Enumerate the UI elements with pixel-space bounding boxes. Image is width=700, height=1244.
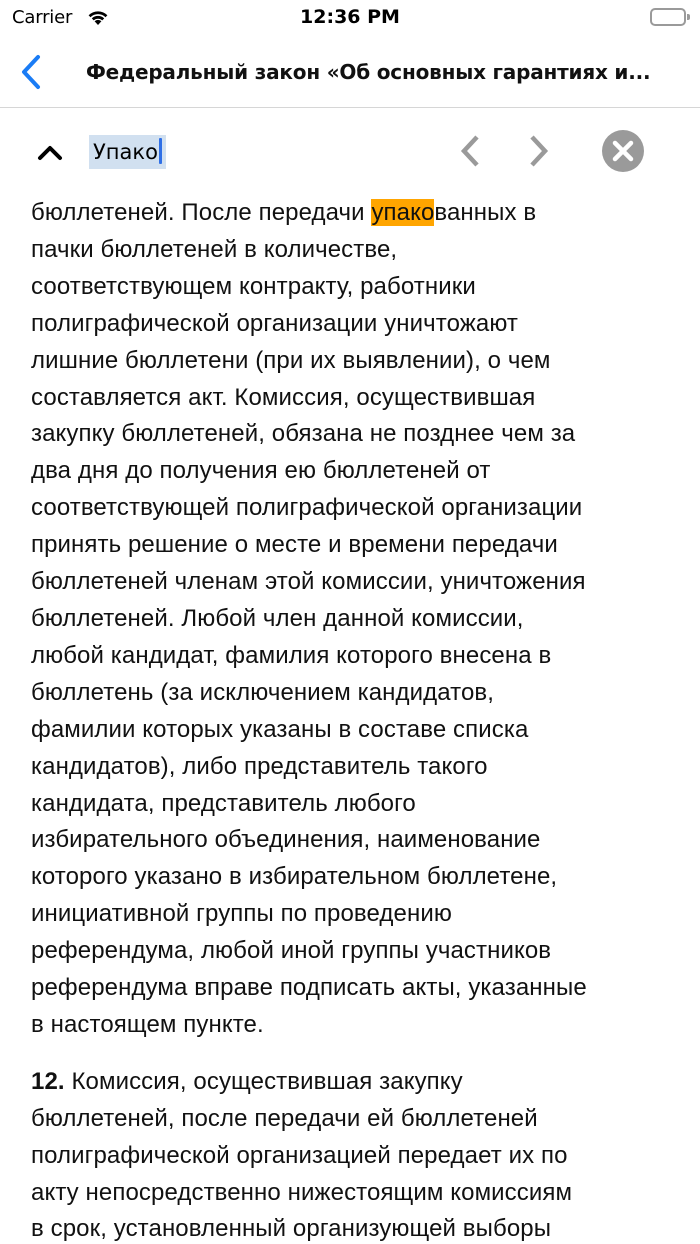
text-line: полиграфической организацией передает их по [31, 1141, 568, 1169]
text-line: составляется акт. Комиссия, осуществившая [31, 383, 536, 411]
clock: 12:36 PM [300, 6, 400, 28]
text-line: любой кандидат, фамилия которого внесена в [31, 641, 552, 669]
text-line: бюллетеней, после передачи ей бюллетеней [31, 1104, 538, 1132]
search-query: Упако [93, 140, 158, 164]
text-line: полиграфической организации уничтожают [31, 309, 519, 337]
text-line: в срок, установленный организующей выборы [31, 1215, 552, 1243]
navigation-bar [0, 36, 700, 108]
text-line: акту непосредственно нижестоящим комиссиям [31, 1178, 573, 1206]
text-line: референдума, любой иной группы участников [31, 937, 552, 965]
text-line: инициативной группы по проведению [31, 900, 452, 928]
chevron-up-icon [34, 137, 66, 165]
text-line: бюллетеней. После передачи упакованных в [31, 199, 537, 226]
find-in-page-bar [0, 109, 700, 195]
text-line: два дня до получения ею бюллетеней от [31, 457, 491, 485]
close-circle-icon [601, 129, 645, 173]
text-line: 12. Комиссия, осуществившая закупку [31, 1067, 463, 1095]
battery-full-icon [650, 8, 690, 26]
paragraph-number: 12. [31, 1067, 65, 1095]
text-line: бюллетеней членам этой комиссии, уничтожения [31, 568, 586, 596]
text-line: которого указано в избирательном бюллетене, [31, 863, 558, 891]
back-button[interactable] [14, 52, 50, 92]
text-line: пачки бюллетеней в количестве, [31, 235, 398, 263]
collapse-search-button[interactable] [34, 137, 66, 165]
text-line: в настоящем пункте. [31, 1010, 264, 1038]
carrier-label: Carrier [12, 7, 73, 28]
text-line: фамилии которых указаны в составе списка [31, 715, 529, 743]
clear-search-button[interactable] [601, 129, 645, 173]
paragraph-11-tail [31, 195, 681, 1044]
document-content [31, 195, 681, 1244]
status-bar [0, 0, 700, 36]
text-line: избирательного объединения, наименование [31, 826, 541, 854]
chevron-left-icon [14, 52, 50, 92]
text-line: лишние бюллетени (при их выявлении), о чем [31, 346, 551, 374]
text-line: принять решение о месте и времени передачи [31, 531, 558, 559]
text-line: бюллетень (за исключением кандидатов, [31, 678, 495, 706]
page-title: Федеральный закон «Об основных гарантиях и... [86, 60, 651, 84]
text-line: соответствующей полиграфической организации [31, 494, 583, 522]
text-line: закупку бюллетеней, обязана не позднее чем за [31, 420, 576, 448]
text-line: кандидатов), либо представитель такого [31, 752, 488, 780]
paragraph-12 [31, 1064, 681, 1244]
text-line: соответствующем контракту, работники [31, 272, 476, 300]
chevron-right-icon [522, 133, 554, 169]
search-input[interactable] [89, 135, 166, 169]
text-line: кандидата, представитель любого [31, 789, 416, 817]
text-caret [159, 138, 162, 164]
chevron-left-icon [455, 133, 487, 169]
next-match-button[interactable] [522, 133, 554, 169]
text-line: бюллетеней. Любой член данной комиссии, [31, 604, 524, 632]
previous-match-button[interactable] [455, 133, 487, 169]
text-line: референдума вправе подписать акты, указанные [31, 974, 587, 1002]
search-match-highlight: упако [371, 199, 435, 226]
